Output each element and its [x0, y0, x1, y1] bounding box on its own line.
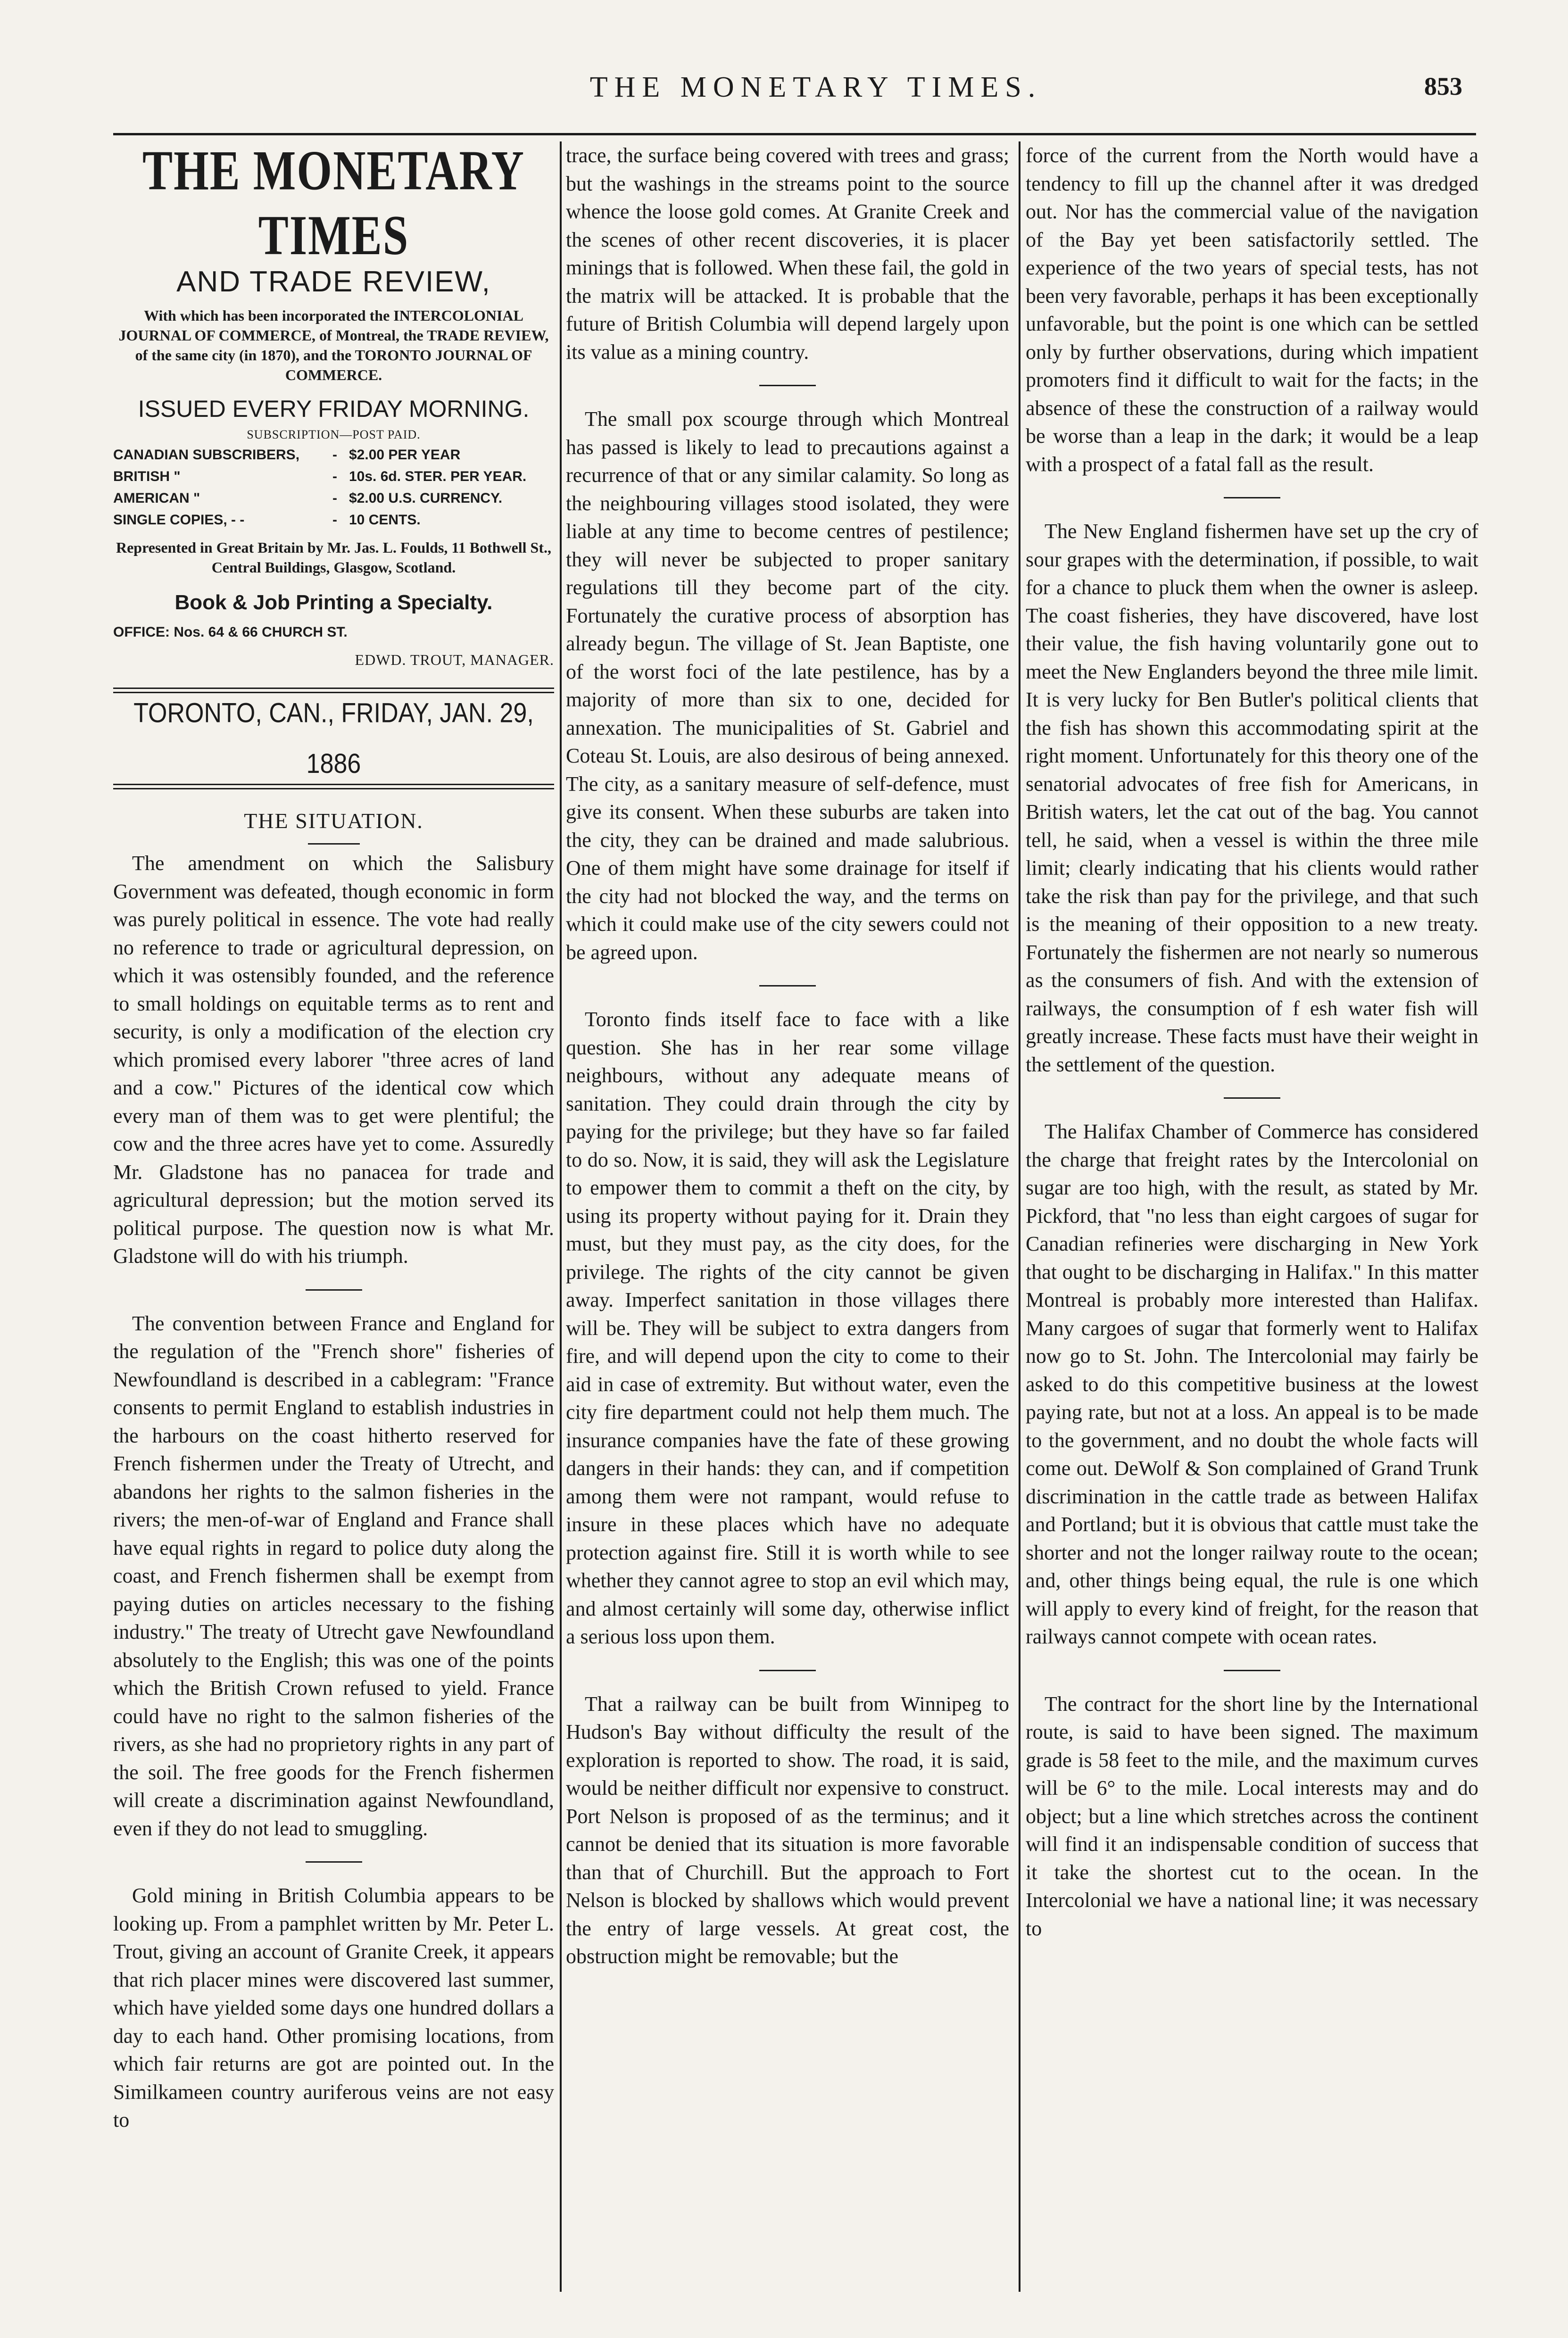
article-paragraph: The Halifax Chamber of Commerce has considered the charge that freight rates by the Intercolonial on sugar are too high, with the result, as stated by Mr. Pickford, that "no less than eight cargoes of sugar for Canadian refineries were discharging in New York that ought to be discharging in Halifax." In this matter Montreal is probably more interested than Halifax. Many cargoes of sugar that formerly went to Halifax now go to St. John. The Intercolonial may fairly be asked to do this competitive business at the lowest paying rate, but not at a loss. An appeal is to be made to the government, and no doubt the whole facts will come out. DeWolf & Son complained of Grand Trunk discrimination in the cattle trade as between Halifax and Portland; but it is obvious that cattle must take the shorter and not the longer railway route to the ocean; and, other things being equal, the rule is one which will apply to every kind of freight, for the reason that railways cannot compete with ocean rates. [1026, 1120, 1478, 1648]
rate-row [113, 444, 554, 466]
paragraph-separator [306, 1289, 362, 1291]
column-3 [1026, 141, 1478, 2292]
page-number: 853 [1424, 72, 1462, 100]
masthead-title: THE MONETARY TIMES [142, 141, 525, 266]
paragraph-separator [759, 1670, 816, 1671]
rate-value: 10s. 6d. STER. PER YEAR. [349, 469, 527, 484]
rate-row [113, 466, 554, 488]
article-paragraph: The New England fishermen have set up the cry of sour grapes with the determination, if possible, to wait for a chance to pluck them when the owner is asleep. The coast fisheries, they have discovered, have lost their value, the fish having voluntarily gone out to meet the New Englanders beyond the three mile limit. It is very lucky for Ben Butler's political clients that the fish has shown this accommodating spirit at the right moment. Unfortunately for this theory one of the senatorial advocates of free fish for Americans, in British waters, let the cat out of the bag. You cannot tell, he said, when a vessel is within the three mile limit; clearly indicating that his clients would rather take the risk than pay for the privilege, and that such is the meaning of their opposition to a new treaty. Fortunately the fishermen are not nearly so numerous as the consumers of fish. And with the extension of railways, the consumption of f esh water fish will greatly increase. These facts must have their weight in the settlement of the question. [1026, 520, 1478, 1076]
issued-line: ISSUED EVERY FRIDAY MORNING. [138, 396, 530, 422]
rate-dash: - [332, 447, 337, 463]
incorporation-note: With which has been incorporated the INTERCOLONIAL JOURNAL OF COMMERCE, of Montreal, the TRADE REVIEW, of the same city (in 1870), and the TORONTO JOURNAL OF COMMERCE. [118, 307, 549, 383]
article-paragraph: The contract for the short line by the International route, is said to have been signed. The maximum grade is 58 feet to the mile, and the maximum curves will be 6° to the mile. Local interests may and do object; but a line which stretches across the continent will find it an indispensable condition of success that it take the shortest cut to the ocean. In the Intercolonial we have a national line; it was necessary to [1026, 1692, 1478, 1940]
rate-label: SINGLE COPIES, - - [113, 512, 245, 528]
paragraph-separator [1224, 497, 1280, 498]
dateline: TORONTO, CAN., FRIDAY, JAN. 29, 1886 [133, 697, 534, 779]
rate-dash: - [332, 512, 337, 528]
paragraph-separator [1224, 1670, 1280, 1671]
rate-value: $2.00 U.S. CURRENCY. [349, 490, 503, 506]
paragraph-separator [759, 985, 816, 987]
column-2 [566, 141, 1009, 2292]
article-paragraph: Toronto finds itself face to face with a like question. She has in her rear some village neighbours, without any adequate means of sanitation. They could drain through the city by paying for the privilege; but they have so far failed to do so. Now, it is said, they will ask the Legislature to empower them to commit a theft on the city, by using its property without paying for it. Drain they must, but they must pay, as the city does, for the privilege. The rights of the city cannot be given away. Imperfect sanitation in those villages there will be. They will be subject to extra dangers from fire, and will depend upon the city to come to their aid in case of extremity. But without water, even the city fire department could not help them much. The insurance companies have the fate of these growing dangers in their hands: they can, and if competition among them were not rampant, would refuse to insure in these places which have no adequate protection against fire. Still it is worth while to see whether they cannot agree to stop an evil which may, and almost certainly will some day, otherwise inflict a serious loss upon them. [566, 1008, 1009, 1648]
masthead-subtitle: AND TRADE REVIEW, [176, 265, 491, 298]
section-title: THE SITUATION. [244, 809, 423, 833]
representation-note: Represented in Great Britain by Mr. Jas. L. Foulds, 11 Bothwell St., Central Buildings, Glasgow, Scotland. [116, 539, 551, 576]
rate-dash: - [332, 469, 337, 484]
column-1 [113, 141, 554, 2292]
article-paragraph: That a railway can be built from Winnipeg to Hudson's Bay without difficulty the result of the exploration is reported to show. The road, it is said, would be neither difficult nor expensive to construct. Port Nelson is proposed of as the terminus; and it cannot be denied that its situation is more favorable than that of Churchill. But the approach to Fort Nelson is blocked by shallows which would prevent the entry of large vessels. At great cost, the obstruction might be removable; but the [566, 1692, 1009, 1968]
running-head: THE MONETARY TIMES. [589, 71, 1042, 103]
article-paragraph: force of the current from the North would have a tendency to fill up the channel after it was dredged out. Nor has the commercial value of the navigation of the Bay yet been satisfactorily settled. The experience of the two years of special tests, has not been very favorable, perhaps it has been exceptionally unfavorable, but the point is one which can be settled only by further observations, during which impatient promoters find it difficult to wait for the facts; in the absence of these the construction of a railway would be worse than a leap in the dark; it would be a leap with a prospect of a fatal fall as the result. [1026, 144, 1478, 476]
article-paragraph: The small pox scourge through which Montreal has passed is likely to lead to precautions against a recurrence of that or any similar calamity. So long as the neighbouring villages stood isolated, they were liable at any time to become centres of pestilence; they will never be subjected to proper sanitary regulations till they become part of the city. Fortunately the curative process of absorption has already begun. The village of St. Jean Baptiste, one of the worst foci of the late pestilence, has by a majority of more than six to one, decided for annexation. The municipalities of St. Gabriel and Coteau St. Louis, are also desirous of being annexed. The city, as a sanitary measure of self-defence, must give its consent. When these suburbs are taken into the city, they can be drained and made salubrious. One of them might have some drainage for itself if the city had not blocked the way, and the terms on which it could make use of the city sewers could not be agreed upon. [566, 407, 1009, 964]
manager-line: EDWD. TROUT, MANAGER. [355, 651, 554, 668]
article-paragraph: The amendment on which the Salisbury Government was defeated, though economic in form was purely political in essence. The vote had really no reference to trade or agricultural depression, on which it was ostensibly founded, and the reference to small holdings on equitable terms as to rent and security, is only a modification of the election cry which promised every laborer "three acres of land and a cow." Pictures of the identical cow which every man of them was to get were plentiful; the cow and the three acres have yet to come. Assuredly Mr. Gladstone has no panacea for trade and agricultural depression; but the motion served its political purpose. The question now is what Mr. Gladstone will do with his triumph. [113, 852, 554, 1268]
rate-value: $2.00 PER YEAR [349, 447, 461, 463]
subscription-heading: SUBSCRIPTION—POST PAID. [247, 428, 421, 441]
rate-label: CANADIAN SUBSCRIBERS, [113, 447, 300, 463]
paragraph-separator [306, 1861, 362, 1863]
book-job-line: Book & Job Printing a Specialty. [174, 591, 493, 614]
column-rule [560, 141, 562, 2292]
column-rule [1019, 141, 1020, 2292]
rate-label: BRITISH " [113, 469, 181, 484]
section-rule [308, 843, 360, 845]
rate-row [113, 488, 554, 509]
rate-label: AMERICAN " [113, 490, 200, 506]
rate-row [113, 509, 554, 531]
paragraph-separator [1224, 1097, 1280, 1099]
rate-dash: - [332, 490, 337, 506]
article-paragraph: Gold mining in British Columbia appears to be looking up. From a pamphlet written by Mr. Peter L. Trout, giving an account of Granite Creek, it appears that rich placer mines were discovered last summer, which have yielded some days one hundred dollars a day to each hand. Other promising locations, from which fair returns are got are pointed out. In the Similkameen country auriferous veins are not easy to [113, 1884, 554, 2131]
paragraph-separator [759, 385, 816, 386]
rate-value: 10 CENTS. [349, 512, 421, 528]
article-paragraph: trace, the surface being covered with trees and grass; but the washings in the streams point to the source whence the loose gold comes. At Granite Creek and the scenes of other recent discoveries, it is placer minings that is followed. When these fail, the gold in the matrix will be attacked. It is probable that the future of British Columbia will depend largely upon its value as a mining country. [566, 144, 1009, 364]
header-rule [113, 133, 1476, 135]
article-paragraph: The convention between France and England for the regulation of the "French shore" fisheries of Newfoundland is described in a cablegram: "France consents to permit England to establish industries in the harbours on the coast hitherto reserved for French fishermen under the Treaty of Utrecht, and abandons her rights to the salmon fisheries in the rivers; the men-of-war of England and France shall have equal rights in regard to police duty along the coast, and French fishermen shall be exempt from paying duties on articles necessary to the fishing industry." The treaty of Utrecht gave Newfoundland absolutely to the English; this was one of the points which the British Crown refused to yield. France could have no right to the salmon fisheries of the rivers, as she had no proprietory rights in any part of the soil. The free goods for the French fishermen will create a discrimination against Newfoundland, even if they do not lead to smuggling. [113, 1311, 554, 1840]
office-line: OFFICE: Nos. 64 & 66 CHURCH ST. [113, 624, 348, 640]
